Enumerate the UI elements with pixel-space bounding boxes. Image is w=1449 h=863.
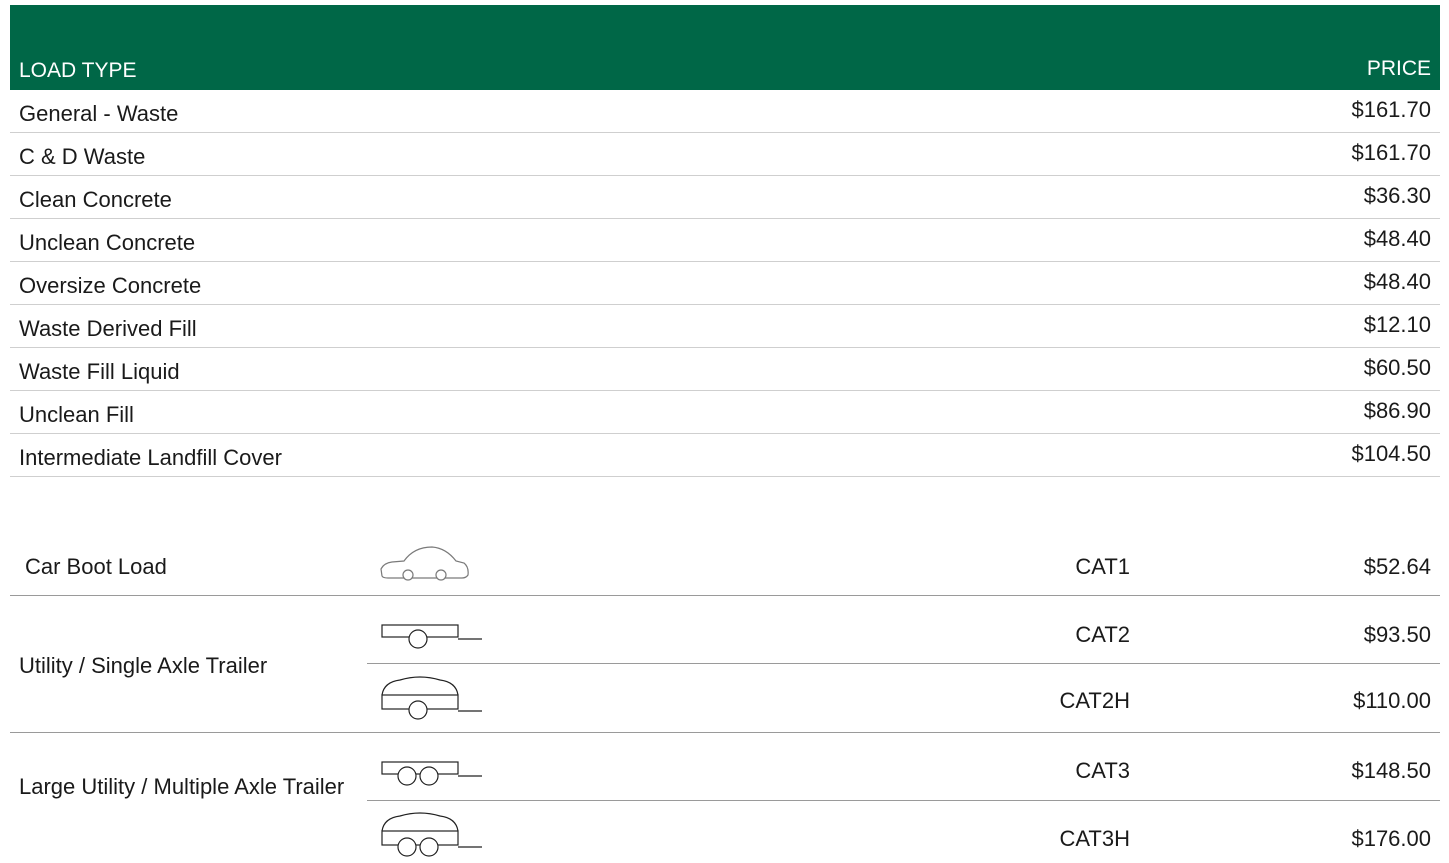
cat3-price: $148.50 <box>1351 758 1431 783</box>
load-type-price: $12.10 <box>1363 312 1431 337</box>
cat2h-price: $110.00 <box>1353 688 1431 713</box>
single-axle-trailer-icon <box>380 622 484 652</box>
load-type-price: $86.90 <box>1363 398 1431 423</box>
load-type-table <box>10 90 1440 477</box>
car-icon <box>378 543 472 583</box>
car-boot-load-label: Car Boot Load <box>25 554 167 579</box>
divider <box>367 663 1440 664</box>
cat3h-code: CAT3H <box>1059 826 1130 851</box>
table-row <box>10 391 1440 434</box>
price-header: PRICE <box>1366 57 1431 80</box>
cat2-code: CAT2 <box>1075 622 1130 647</box>
load-type-price: $36.30 <box>1363 183 1431 208</box>
table-header <box>10 5 1440 90</box>
cat3-code: CAT3 <box>1075 758 1130 783</box>
load-type-price: $161.70 <box>1351 97 1431 122</box>
table-row <box>10 133 1440 176</box>
load-type-price: $48.40 <box>1363 269 1431 294</box>
table-row <box>10 219 1440 262</box>
multi-axle-trailer-icon <box>380 759 484 789</box>
load-type-price: $104.50 <box>1351 441 1431 466</box>
table-row <box>10 434 1440 477</box>
cat2-price: $93.50 <box>1363 622 1431 647</box>
table-row <box>10 176 1440 219</box>
single-axle-covered-trailer-icon <box>380 674 484 720</box>
utility-single-axle-label: Utility / Single Axle Trailer <box>19 653 268 678</box>
table-row <box>10 90 1440 133</box>
load-type-header: LOAD TYPE <box>19 59 137 82</box>
load-type-name: Intermediate Landfill Cover <box>19 445 282 470</box>
load-type-name: Oversize Concrete <box>19 273 202 298</box>
multi-axle-covered-trailer-icon <box>380 810 484 860</box>
load-type-name: C & D Waste <box>19 144 146 169</box>
table-row <box>10 348 1440 391</box>
load-type-price: $48.40 <box>1363 226 1431 251</box>
divider <box>10 595 1440 596</box>
table-row <box>10 262 1440 305</box>
load-type-name: General - Waste <box>19 101 179 126</box>
load-type-name: Unclean Fill <box>19 402 134 427</box>
cat2h-code: CAT2H <box>1059 688 1130 713</box>
load-type-name: Waste Fill Liquid <box>19 359 180 384</box>
cat1-code: CAT1 <box>1075 554 1130 579</box>
table-row <box>10 305 1440 348</box>
load-type-name: Clean Concrete <box>19 187 172 212</box>
divider <box>367 800 1440 801</box>
load-type-name: Unclean Concrete <box>19 230 196 255</box>
cat3h-price: $176.00 <box>1351 826 1431 851</box>
large-utility-multi-axle-label: Large Utility / Multiple Axle Trailer <box>19 774 345 799</box>
load-type-price: $60.50 <box>1363 355 1431 380</box>
load-type-name: Waste Derived Fill <box>19 316 197 341</box>
cat1-price: $52.64 <box>1363 554 1431 579</box>
load-type-price: $161.70 <box>1351 140 1431 165</box>
divider <box>10 732 1440 733</box>
vehicle-category-table <box>10 526 1440 863</box>
